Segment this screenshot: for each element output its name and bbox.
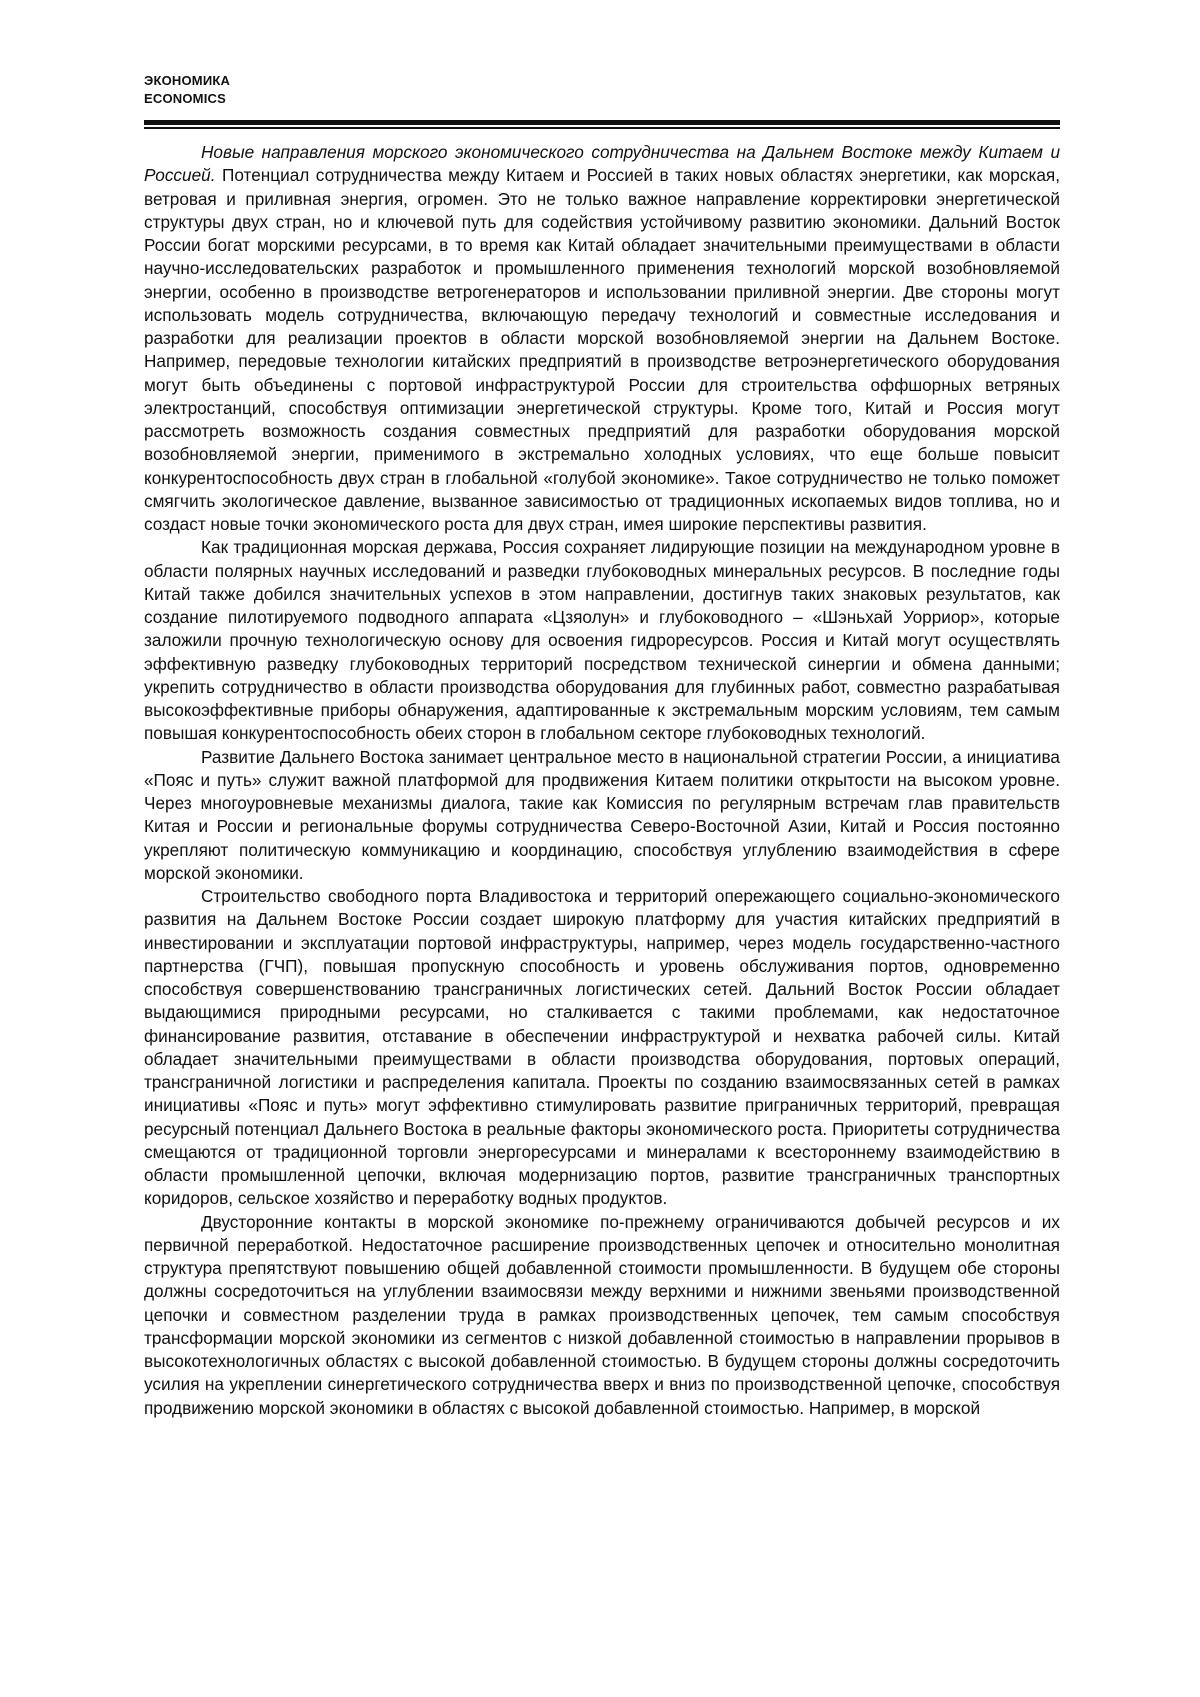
header-rule-thick	[144, 120, 1060, 125]
paragraph: Строительство свободного порта Владивостока и территорий опережающего социально-экономического развития на Дальнем Востоке России создает широкую платформу для участия китайских предприятий в инвестировании и эксплуатации портовой инфраструктуры, например, через модель государственно-частного партнерства (ГЧП), повышая пропускную способность и уровень обслуживания портов, одновременно способствуя совершенствованию трансграничных логистических сетей. Дальний Восток России обладает выдающимися природными ресурсами, но сталкивается с такими проблемами, как недостаточное финансирование развития, отставание в обеспечении инфраструктурой и нехватка рабочей силы. Китай обладает значительными преимуществами в области производства оборудования, портовых операций, трансграничной логистики и распределения капитала. Проекты по созданию взаимосвязанных сетей в рамках инициативы «Пояс и путь» могут эффективно стимулировать развитие приграничных территорий, превращая ресурсный потенциал Дальнего Востока в реальные факторы экономического роста. Приоритеты сотрудничества смещаются от традиционной торговли энергоресурсами и минералами к всестороннему взаимодействию в области промышленной цепочки, включая модернизацию портов, развитие трансграничных транспортных коридоров, сельское хозяйство и переработку водных продуктов.	[144, 886, 1060, 1209]
running-head	[144, 72, 230, 108]
paragraph: Двусторонние контакты в морской экономике по-прежнему ограничиваются добычей ресурсов и их первичной переработкой. Недостаточное расширение производственных цепочек и относительно монолитная структура препятствуют повышению общей добавленной стоимости промышленности. В будущем обе стороны должны сосредоточиться на углублении взаимосвязи между верхними и нижними звеньями производственной цепочки и совместном разделении труда в рамках производственных цепочек, тем самым способствуя трансформации морской экономики из сегментов с низкой добавленной стоимостью в направлении прорывов в высокотехнологичных областях с высокой добавленной стоимостью. В будущем стороны должны сосредоточить усилия на укреплении синергетического сотрудничества вверх и вниз по производственной цепочке, способствуя продвижению морской экономики в областях с высокой добавленной стоимостью. Например, в морской	[144, 1211, 1060, 1418]
header-rule-thin	[144, 127, 1060, 129]
paragraph	[144, 141, 1060, 536]
section-title-en: ECONOMICS	[144, 91, 226, 106]
section-subheading: Новые направления морского экономического сотрудничества на Дальнем Востоке между Китаем и Россией.	[144, 142, 1060, 186]
paragraph-text: Потенциал сотрудничества между Китаем и Россией в таких новых областях энергетики, как морская, ветровая и приливная энергия, огромен. Это не только важное направление корректировки энергетической структуры двух стран, но и ключевой путь для содействия устойчивому развитию экономики. Дальний Восток России богат морскими ресурсами, в то время как Китай обладает значительными преимуществами в области научно-исследовательских разработок и промышленного применения технологий морской возобновляемой энергии, особенно в производстве ветрогенераторов и использовании приливной энергии. Две стороны могут использовать модель сотрудничества, включающую передачу технологий и совместные исследования и разработки для реализации проектов в области морской возобновляемой энергии на Дальнем Востоке. Например, передовые технологии китайских предприятий в производстве ветроэнергетического оборудования могут быть объединены с портовой инфраструктурой России для строительства оффшорных ветряных электростанций, способствуя оптимизации энергетической структуры. Кроме того, Китай и Россия могут рассмотреть возможность создания совместных предприятий для разработки оборудования морской возобновляемой энергии, применимого в экстремально холодных условиях, что еще больше повысит конкурентоспособность двух стран в глобальной «голубой экономике». Такое сотрудничество не только поможет смягчить экологическое давление, вызванное зависимостью от традиционных ископаемых видов топлива, но и создаст новые точки экономического роста для двух стран, имея широкие перспективы развития.	[144, 165, 1061, 534]
journal-page	[144, 0, 1060, 1697]
article-body	[144, 141, 1060, 1420]
paragraph: Как традиционная морская держава, Россия сохраняет лидирующие позиции на международном уровне в области полярных научных исследований и разведки глубоководных минеральных ресурсов. В последние годы Китай также добился значительных успехов в этом направлении, достигнув таких знаковых результатов, как создание пилотируемого подводного аппарата «Цзяолун» и глубоководного – «Шэньхай Уорриор», которые заложили прочную технологическую основу для освоения гидроресурсов. Россия и Китай могут осуществлять эффективную разведку глубоководных территорий посредством технической синергии и обмена данными; укрепить сотрудничество в области производства оборудования для глубинных работ, совместно разрабатывая высокоэффективные приборы обнаружения, адаптированные к экстремальным морским условиям, тем самым повышая конкурентоспособность обеих сторон в глобальном секторе глубоководных технологий.	[144, 537, 1060, 744]
paragraph: Развитие Дальнего Востока занимает центральное место в национальной стратегии России, а инициатива «Пояс и путь» служит важной платформой для продвижения Китаем политики открытости на высоком уровне. Через многоуровневые механизмы диалога, такие как Комиссия по регулярным встречам глав правительств Китая и России и региональные форумы сотрудничества Северо-Восточной Азии, Китай и Россия постоянно укрепляют политическую коммуникацию и координацию, способствуя углублению взаимодействия в сфере морской экономики.	[144, 746, 1060, 883]
section-title-ru: ЭКОНОМИКА	[144, 73, 231, 88]
